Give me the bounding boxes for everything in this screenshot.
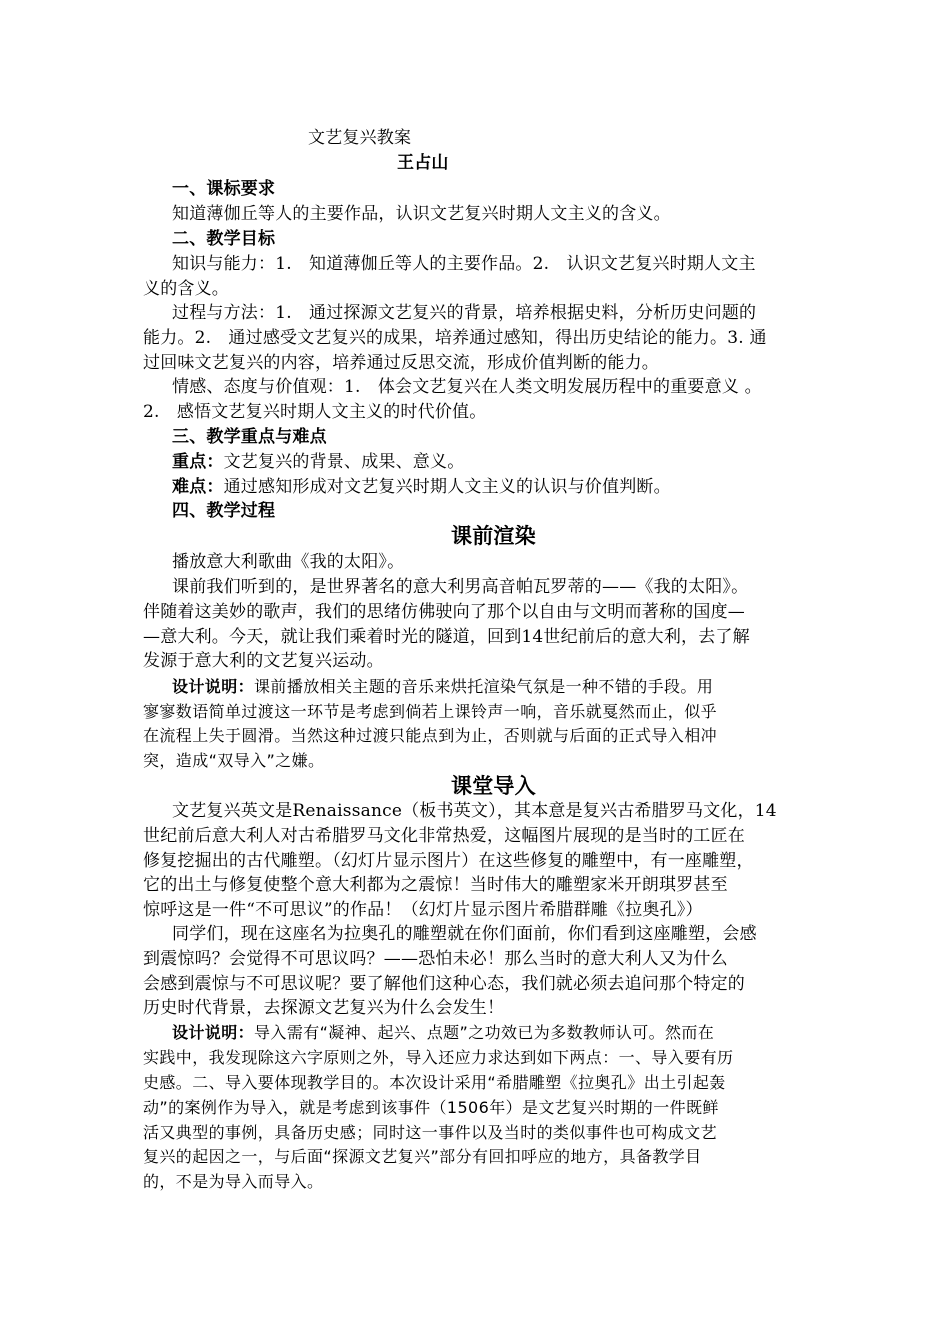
difficulty-label: 难点： xyxy=(172,477,224,497)
paragraph-line: 义的含义。 xyxy=(143,279,229,299)
paragraph: 知道薄伽丘等人的主要作品，认识文艺复兴时期人文主义的含义。 xyxy=(172,204,671,224)
paragraph: 播放意大利歌曲《我的太阳》。 xyxy=(172,552,405,572)
subsection-heading-preclass: 课前渲染 xyxy=(451,523,536,548)
design-note-line: 在流程上失于圆滑。当然这种过渡只能点到为止，否则就与后面的正式导入相冲 xyxy=(143,726,718,745)
author-name: 王占山 xyxy=(397,153,449,173)
design-note-line xyxy=(172,674,713,700)
paragraph-line: 同学们，现在这座名为拉奥孔的雕塑就在你们面前，你们看到这座雕塑，会感 xyxy=(172,924,757,944)
paragraph-line: 情感、态度与价值观：1. 体会文艺复兴在人类文明发展历程中的重要意义 。 xyxy=(172,377,762,397)
paragraph-line: 世纪前后意大利人对古希腊罗马文化非常热爱，这幅图片展现的是当时的工匠在 xyxy=(143,826,745,846)
key-point-text: 文艺复兴的背景、成果、意义。 xyxy=(223,452,465,472)
key-point-line xyxy=(172,449,464,475)
difficulty-line xyxy=(172,474,671,500)
paragraph-line: 会感到震惊与不可思议呢？要了解他们这种心态，我们就必须去追问那个特定的 xyxy=(143,974,745,994)
design-note-line: 史感。二、导入要体现教学目的。本次设计采用“希腊雕塑《拉奥孔》出土引起轰 xyxy=(143,1073,726,1092)
paragraph-line: 过程与方法：1. 通过探源文艺复兴的背景，培养根据史料，分析历史问题的 xyxy=(172,303,757,323)
design-note-line: 复兴的起因之一，与后面“探源文艺复兴”部分有回扣呼应的地方，具备教学目 xyxy=(143,1147,702,1166)
document-title: 文艺复兴教案 xyxy=(308,128,412,148)
paragraph-line: 修复挖掘出的古代雕塑。（幻灯片显示图片）在这些修复的雕塑中，有一座雕塑， xyxy=(143,851,754,871)
design-note-line: 实践中，我发现除这六字原则之外，导入还应力求达到如下两点：一、导入要有历 xyxy=(143,1048,734,1067)
design-note-line: 动”的案例作为导入，就是考虑到该事件（1506年）是文艺复兴时期的一件既鲜 xyxy=(143,1098,719,1117)
paragraph-line: 惊呼这是一件“不可思议”的作品！（幻灯片显示图片希腊群雕《拉奥孔》） xyxy=(143,900,703,920)
difficulty-text: 通过感知形成对文艺复兴时期人文主义的认识与价值判断。 xyxy=(223,477,671,497)
paragraph-line: 过回味文艺复兴的内容，培养通过反思交流，形成价值判断的能力。 xyxy=(143,353,659,373)
paragraph-line: 到震惊吗？会觉得不可思议吗？——恐怕未必！那么当时的意大利人又为什么 xyxy=(143,949,728,969)
paragraph-line: 历史时代背景，去探源文艺复兴为什么会发生！ xyxy=(143,998,505,1018)
design-note-label: 设计说明： xyxy=(172,1023,255,1042)
paragraph-line: 文艺复兴英文是Renaissance（板书英文），其本意是复兴古希腊罗马文化，14 xyxy=(172,801,777,821)
design-note-text: 课前播放相关主题的音乐来烘托渲染气氛是一种不错的手段。用 xyxy=(254,677,714,696)
key-point-label: 重点： xyxy=(172,452,224,472)
paragraph-line: 2. 感悟文艺复兴时期人文主义的时代价值。 xyxy=(143,402,487,422)
design-note-line: 的，不是为导入而导入。 xyxy=(143,1172,324,1191)
section-heading-4: 四、教学过程 xyxy=(172,501,276,521)
paragraph-line: —意大利。今天，就让我们乘着时光的隧道，回到14世纪前后的意大利，去了解 xyxy=(143,627,750,647)
paragraph-line: 伴随着这美妙的歌声，我们的思绪仿佛驶向了那个以自由与文明而著称的国度— xyxy=(143,602,745,622)
design-note-line xyxy=(172,1020,714,1046)
design-note-line: 活又典型的事例，具备历史感；同时这一事件以及当时的类似事件也可构成文艺 xyxy=(143,1123,718,1142)
paragraph-line: 课前我们听到的，是世界著名的意大利男高音帕瓦罗蒂的——《我的太阳》。 xyxy=(172,577,749,597)
paragraph-line: 能力。2. 通过感受文艺复兴的成果，培养通过感知，得出历史结论的能力。3. 通 xyxy=(143,328,767,348)
paragraph-line: 它的出土与修复使整个意大利都为之震惊！当时伟大的雕塑家米开朗琪罗甚至 xyxy=(143,875,728,895)
paragraph-line: 知识与能力：1. 知道薄伽丘等人的主要作品。2. 认识文艺复兴时期人文主 xyxy=(172,254,756,274)
design-note-label: 设计说明： xyxy=(172,677,255,696)
paragraph-line: 发源于意大利的文艺复兴运动。 xyxy=(143,651,384,671)
subsection-heading-leadin: 课堂导入 xyxy=(451,773,536,798)
design-note-text: 导入需有“凝神、起兴、点题”之功效已为多数教师认可。然而在 xyxy=(254,1023,715,1042)
section-heading-2: 二、教学目标 xyxy=(172,229,276,249)
design-note-line: 寥寥数语简单过渡这一环节是考虑到倘若上课铃声一响，音乐就戛然而止，似乎 xyxy=(143,702,718,721)
design-note-line: 突，造成“双导入”之嫌。 xyxy=(143,751,325,770)
section-heading-3: 三、教学重点与难点 xyxy=(172,427,327,447)
section-heading-1: 一、课标要求 xyxy=(172,179,276,199)
